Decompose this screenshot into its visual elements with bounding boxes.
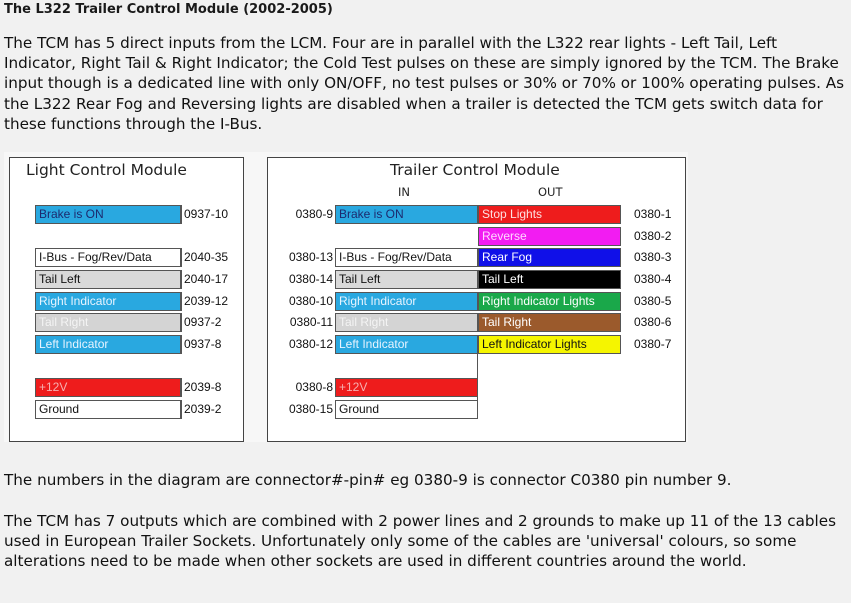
lcm-signal-6: +12V: [35, 378, 181, 397]
tcm-in-signal-2: Tail Left: [335, 270, 478, 289]
lcm-signal-1: I-Bus - Fog/Rev/Data: [35, 248, 181, 267]
tcm-out-signal-5: Tail Right: [478, 313, 621, 332]
tcm-in-pin-4: 0380-11: [289, 315, 333, 329]
outputs-paragraph: The TCM has 7 outputs which are combined with 2 power lines and 2 grounds to make up 11 of the 13 cables used in European Trailer Sockets. Unfortunately only some of the cables are 'universal' colours, so some alterations need to be made when other sockets are used in different countries around the world.: [4, 512, 837, 571]
tcm-title: Trailer Control Module: [390, 161, 560, 179]
lcm-signal-2: Tail Left: [35, 270, 181, 289]
tcm-divider: [477, 354, 478, 419]
lcm-pin-2: 2040-17: [181, 270, 237, 289]
tcm-in-signal-3: Right Indicator: [335, 292, 478, 311]
lcm-signal-4: Tail Right: [35, 313, 181, 332]
tcm-in-signal-4: Tail Right: [335, 313, 478, 332]
lcm-title: Light Control Module: [26, 161, 187, 179]
tcm-out-signal-0: Stop Lights: [478, 205, 621, 224]
intro-paragraph: The TCM has 5 direct inputs from the LCM. Four are in parallel with the L322 rear lights - Left Tail, Left Indicator, Right Tail & Right Indicator; the Cold Test pulses on these are simply ignored by the TCM. The Brake input though is a dedicated line with only ON/OFF, no test pulses or 30% or 70% or 100% operating pulses. As the L322 Rear Fog and Reversing lights are disabled when a trailer is detected the TCM gets switch data for these functions through the I-Bus.: [4, 34, 845, 133]
wiring-diagram: [4, 152, 688, 442]
tcm-out-signal-2: Rear Fog: [478, 248, 621, 267]
tcm-in-label: IN: [398, 185, 410, 199]
tcm-in-pin-0: 0380-9: [295, 207, 333, 221]
tcm-out-signal-6: Left Indicator Lights: [478, 335, 621, 354]
tcm-in-pin-6: 0380-8: [295, 380, 333, 394]
tcm-out-pin-6: 0380-7: [634, 337, 672, 351]
tcm-in-signal-7: Ground: [335, 400, 478, 419]
tcm-out-pin-5: 0380-6: [634, 315, 672, 329]
lcm-signal-0: Brake is ON: [35, 205, 181, 224]
tcm-out-signal-3: Tail Left: [478, 270, 621, 289]
tcm-in-signal-5: Left Indicator: [335, 335, 478, 354]
lcm-pin-5: 0937-8: [181, 335, 237, 354]
lcm-pin-6: 2039-8: [181, 378, 237, 397]
tcm-in-signal-6: +12V: [335, 378, 478, 397]
tcm-in-signal-1: I-Bus - Fog/Rev/Data: [335, 248, 478, 267]
tcm-panel: [267, 157, 686, 442]
lcm-pin-0: 0937-10: [181, 205, 237, 224]
lcm-pin-1: 2040-35: [181, 248, 237, 267]
tcm-out-pin-4: 0380-5: [634, 294, 672, 308]
tcm-in-pin-5: 0380-12: [288, 337, 333, 351]
lcm-pin-4: 0937-2: [181, 313, 237, 332]
tcm-out-signal-4: Right Indicator Lights: [478, 292, 621, 311]
tcm-in-pin-2: 0380-14: [288, 272, 333, 286]
lcm-signal-3: Right Indicator: [35, 292, 181, 311]
tcm-out-pin-0: 0380-1: [634, 207, 672, 221]
lcm-pin-3: 2039-12: [181, 292, 237, 311]
lcm-signal-5: Left Indicator: [35, 335, 181, 354]
connector-note: The numbers in the diagram are connector#-pin# eg 0380-9 is connector C0380 pin number 9.: [4, 471, 732, 489]
tcm-in-pin-3: 0380-10: [288, 294, 333, 308]
tcm-in-pin-1: 0380-13: [288, 250, 333, 264]
lcm-signal-7: Ground: [35, 400, 181, 419]
tcm-out-pin-2: 0380-3: [634, 250, 672, 264]
tcm-out-signal-1: Reverse: [478, 227, 621, 246]
page-heading: The L322 Trailer Control Module (2002-2005): [4, 2, 333, 17]
tcm-out-pin-1: 0380-2: [634, 229, 672, 243]
lcm-panel: [9, 157, 244, 442]
tcm-out-pin-3: 0380-4: [634, 272, 672, 286]
lcm-pin-7: 2039-2: [181, 400, 237, 419]
tcm-in-signal-0: Brake is ON: [335, 205, 478, 224]
tcm-in-pin-7: 0380-15: [288, 402, 333, 416]
tcm-out-label: OUT: [538, 185, 563, 199]
